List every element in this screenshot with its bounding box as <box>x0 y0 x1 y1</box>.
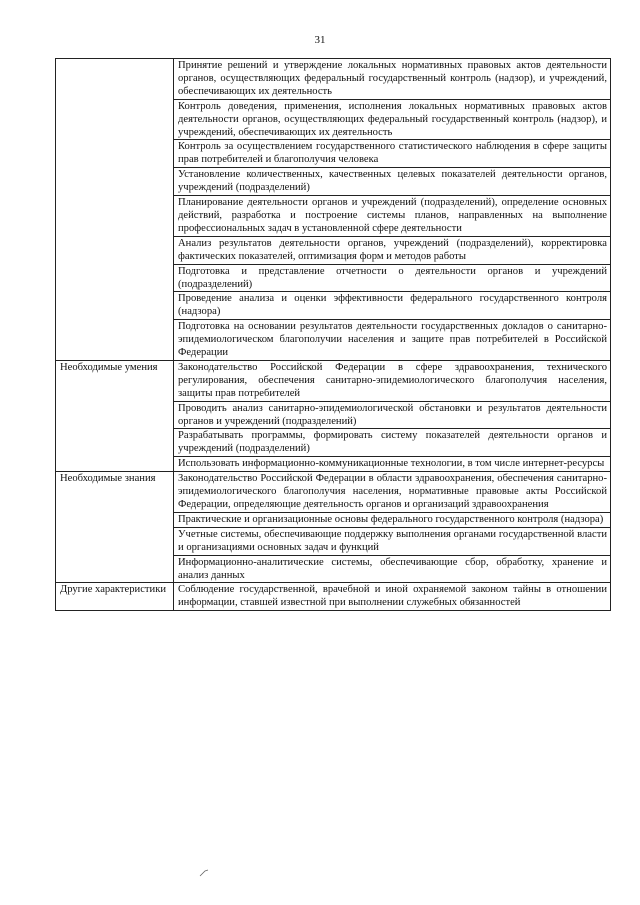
row-text: Принятие решений и утверждение локальных нормативных правовых актов деятельности органов, осуществляющих федеральный государственный контроль (надзор), и учреждений, обеспечивающих их деятельность <box>174 59 611 100</box>
scan-speck-mark <box>196 862 216 882</box>
row-text: Контроль доведения, применения, исполнения локальных нормативных правовых актов деятельности органов, осуществляющих федеральный государственный контроль (надзор), и учреждений, обеспечивающих их деятельность <box>174 99 611 140</box>
row-text: Контроль за осуществлением государственного статистического наблюдения в сфере защиты прав потребителей и благополучия человека <box>174 140 611 168</box>
row-text: Установление количественных, качественных целевых показателей деятельности органов, учреждений (подразделений) <box>174 168 611 196</box>
row-text: Проведение анализа и оценки эффективности федерального государственного контроля (надзора) <box>174 292 611 320</box>
row-text: Законодательство Российской Федерации в сфере здравоохранения, технического регулирования, обеспечения санитарно-эпидемиологического благополучия населения, защиты прав потребителей <box>174 360 611 401</box>
row-text: Законодательство Российской Федерации в области здравоохранения, обеспечения санитарно-эпидемиологического благополучия населения, нормативные правовые акты Российской Федерации, определяющие деятельность органов и организаций здравоохранения <box>174 472 611 513</box>
row-text: Проводить анализ санитарно-эпидемиологической обстановки и результатов деятельности органов и учреждений (подразделений) <box>174 401 611 429</box>
row-text: Использовать информационно-коммуникационные технологии, в том числе интернет-ресурсы <box>174 457 611 472</box>
row-label <box>56 59 174 361</box>
requirements-table <box>55 58 611 611</box>
table-row <box>56 59 611 100</box>
table-row <box>56 583 611 611</box>
section-label-other: Другие характеристики <box>56 583 174 611</box>
row-text: Подготовка на основании результатов деятельности государственных докладов о санитарно-эпидемиологическом благополучии населения и защите прав потребителей в Российской Федерации <box>174 320 611 361</box>
table-row <box>56 472 611 513</box>
row-text: Анализ результатов деятельности органов, учреждений (подразделений), корректировка фактических показателей, оптимизация форм и методов работы <box>174 236 611 264</box>
row-text: Подготовка и представление отчетности о деятельности органов и учреждений (подразделений) <box>174 264 611 292</box>
row-text: Разрабатывать программы, формировать систему показателей деятельности органов и учреждений (подразделений) <box>174 429 611 457</box>
row-text: Планирование деятельности органов и учреждений (подразделений), определение основных действий, разработка и построение системы планов, направленных на выполнение профессиональных задач в установленной сфере деятельности <box>174 196 611 237</box>
row-text: Практические и организационные основы федерального государственного контроля (надзора) <box>174 512 611 527</box>
section-label-knowledge: Необходимые знания <box>56 472 174 583</box>
section-label-skills: Необходимые умения <box>56 360 174 471</box>
row-text: Учетные системы, обеспечивающие поддержку выполнения органами государственной власти и организациями основных задач и функций <box>174 527 611 555</box>
table-row <box>56 360 611 401</box>
row-text: Соблюдение государственной, врачебной и иной охраняемой законом тайны в отношении информации, ставшей известной при выполнении служебных обязанностей <box>174 583 611 611</box>
row-text: Информационно-аналитические системы, обеспечивающие сбор, обработку, хранение и анализ данных <box>174 555 611 583</box>
page-number: 31 <box>314 34 326 46</box>
